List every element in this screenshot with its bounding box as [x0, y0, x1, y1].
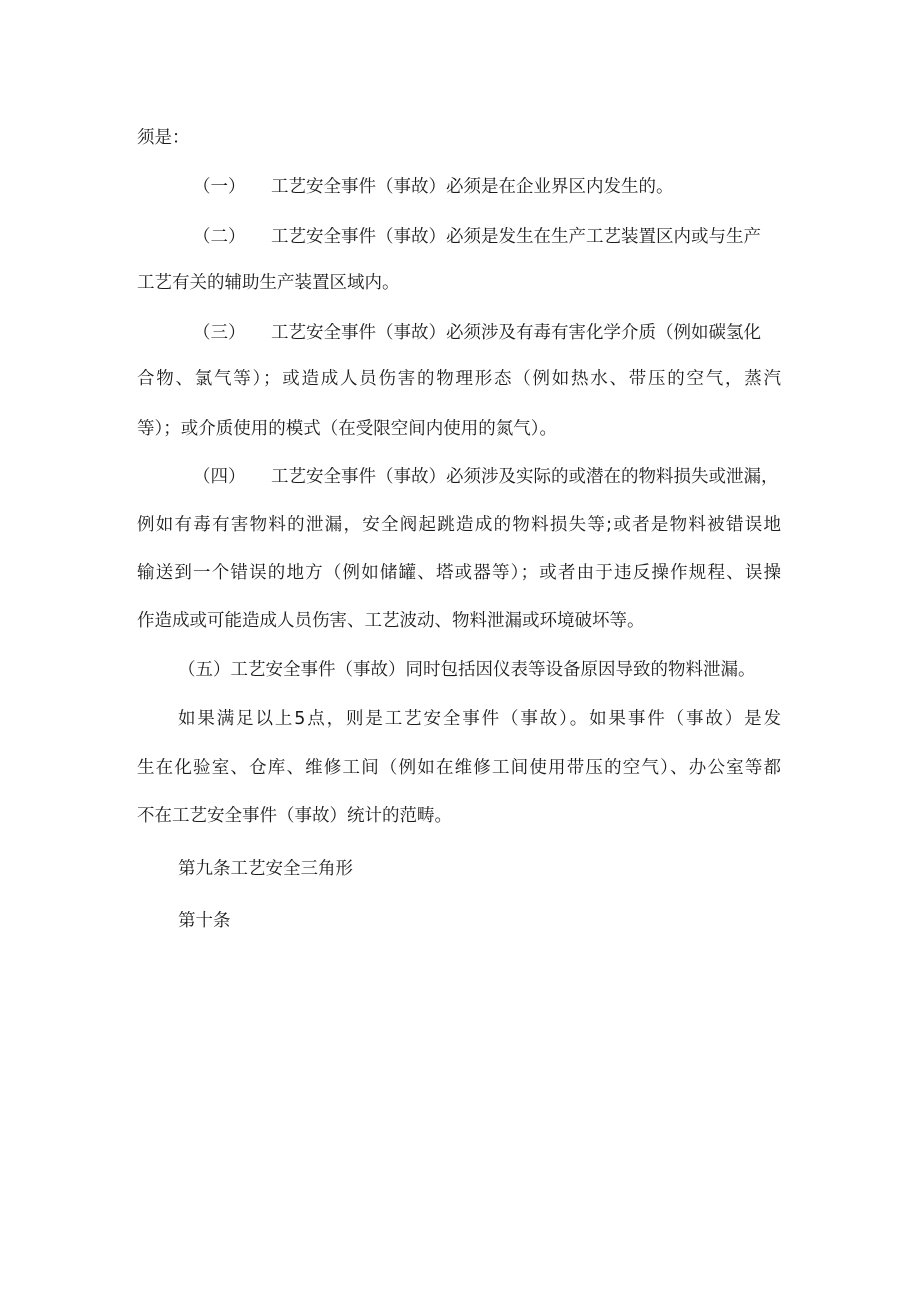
summary-line-2: 生在化验室、仓库、维修工间（例如在维修工间使用带压的空气）、办公室等都: [137, 758, 781, 778]
item-3-marker: （三）: [193, 323, 246, 343]
opening-text: 须是：: [137, 128, 190, 148]
item-4-line-1: 工艺安全事件（事故）必须涉及实际的或潜在的物料损失或泄漏，: [271, 467, 779, 487]
item-3-line-3: 等）；或介质使用的模式（在受限空间内使用的氮气）。: [137, 419, 557, 439]
article-9-heading: 第九条工艺安全三角形: [178, 859, 353, 879]
summary-line-3: 不在工艺安全事件（事故）统计的范畴。: [137, 806, 452, 826]
item-3-line-2: 合物、氯气等）；或造成人员伤害的物理形态（例如热水、带压的空气，蒸汽: [137, 369, 781, 389]
item-4-marker: （四）: [193, 467, 246, 487]
item-1-marker: （一）: [193, 177, 246, 197]
item-5: [178, 659, 756, 681]
item-1-line-1: 工艺安全事件（事故）必须是在企业界区内发生的。: [271, 177, 674, 197]
summary-line-1: 如果满足以上5点，则是工艺安全事件（事故）。如果事件（事故）是发: [178, 709, 781, 729]
item-5-line-1: 工艺安全事件（事故）同时包括因仪表等设备原因导致的物料泄漏。: [230, 660, 756, 680]
item-4: [193, 466, 779, 488]
item-3: [193, 322, 761, 344]
item-2-marker: （二）: [193, 227, 246, 247]
item-4-line-3: 输送到一个错误的地方（例如储罐、塔或器等）；或者由于违反操作规程、误操: [137, 563, 781, 583]
item-5-marker: （五）: [178, 660, 231, 680]
item-4-line-2: 例如有毒有害物料的泄漏，安全阀起跳造成的物料损失等;或者是物料被错误地: [137, 515, 781, 535]
item-2-line-2: 工艺有关的辅助生产装置区域内。: [137, 273, 400, 293]
item-3-line-1: 工艺安全事件（事故）必须涉及有毒有害化学介质（例如碳氢化: [271, 323, 761, 343]
item-2: [193, 226, 761, 248]
item-1: [193, 176, 674, 198]
item-2-line-1: 工艺安全事件（事故）必须是发生在生产工艺装置区内或与生产: [271, 227, 761, 247]
item-4-line-4: 作造成或可能造成人员伤害、工艺波动、物料泄漏或环境破坏等。: [137, 611, 645, 631]
article-10-heading: 第十条: [178, 911, 231, 931]
